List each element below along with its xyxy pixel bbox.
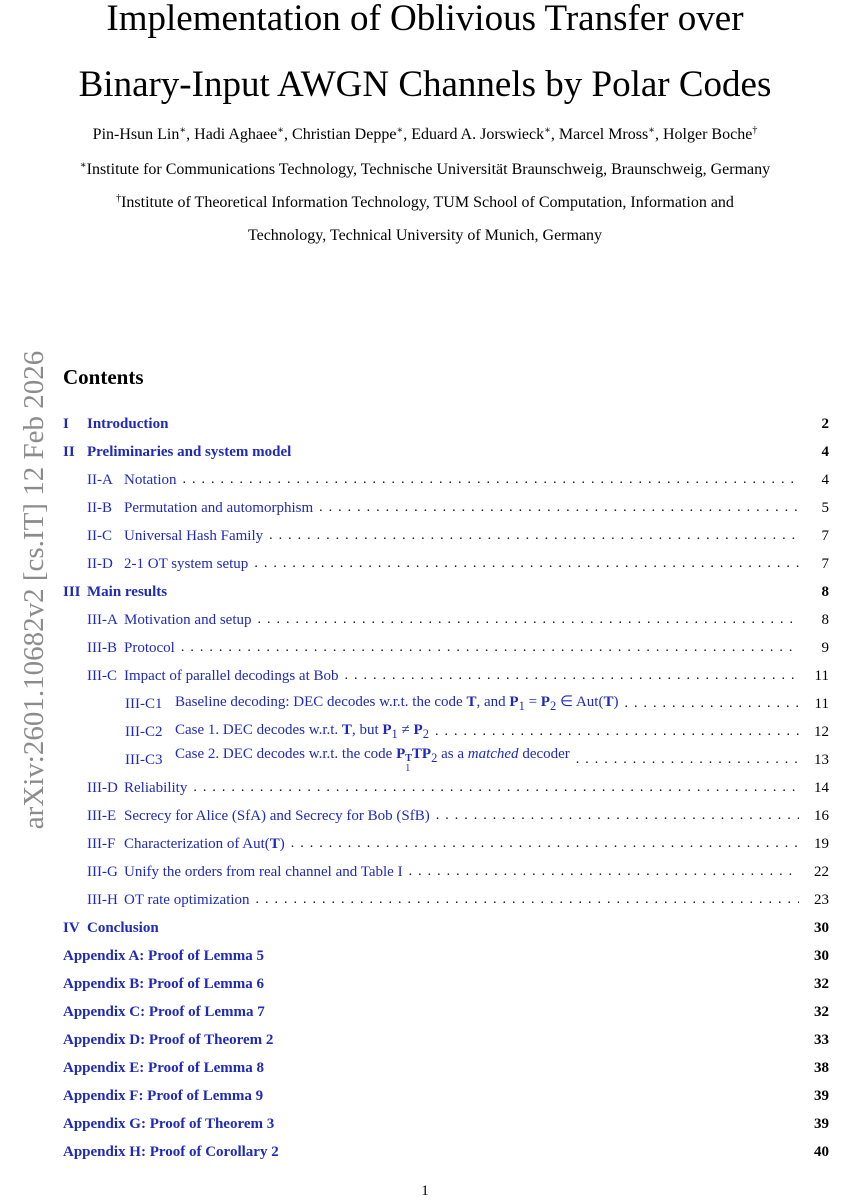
affiliation-mark: † (116, 193, 122, 204)
toc-number: II-B (87, 499, 112, 516)
affiliation-1 (0, 161, 850, 179)
toc-leader (291, 837, 799, 851)
toc-page: 4 (821, 443, 829, 460)
toc-leader (256, 893, 799, 907)
author-list: Pin-Hsun Lin∗, Hadi Aghaee∗, Christian Deppe∗, Eduard A. Jorswieck∗, Marcel Mross∗, Holger Boche† (92, 125, 758, 143)
toc-label: Permutation and automorphism (124, 499, 314, 516)
toc-label: Appendix F: Proof of Lemma 9 (63, 1087, 264, 1104)
toc-label: Characterization of Aut(T) (124, 835, 285, 852)
toc-page: 14 (814, 779, 829, 796)
toc-label: Case 1. DEC decodes w.r.t. T, but $P_1 \ne P_2$ (175, 722, 429, 742)
toc-label: Appendix B: Proof of Lemma 6 (63, 975, 264, 992)
affiliation-text: Institute for Communications Technology, Technische Universität Braunschweig, Braunschweig, Germany (86, 161, 771, 178)
author: Pin-Hsun Lin (92, 126, 180, 143)
toc-label: Appendix D: Proof of Theorem 2 (63, 1031, 274, 1048)
toc-page: 39 (814, 1087, 829, 1104)
toc-label: Appendix H: Proof of Corollary 2 (63, 1143, 279, 1160)
toc-leader (624, 697, 799, 711)
toc-number: III-D (87, 779, 118, 796)
toc-number: III-F (87, 835, 116, 852)
author: Holger Boche (663, 126, 753, 143)
toc-entry-preliminaries[interactable] (63, 438, 829, 466)
toc-page: 8 (821, 583, 829, 600)
toc-page: 38 (814, 1059, 829, 1076)
toc-leader (193, 781, 799, 795)
toc-entry-appendix-a[interactable] (63, 942, 829, 970)
toc-entry-characterization[interactable] (63, 830, 829, 858)
toc-entry-notation[interactable] (63, 466, 829, 494)
toc-page: 11 (814, 695, 829, 712)
toc-leader (345, 669, 799, 683)
toc-entry-appendix-d[interactable] (63, 1026, 829, 1054)
toc-leader (435, 725, 799, 739)
toc-leader (183, 473, 800, 487)
toc-leader (258, 613, 800, 627)
toc-label: Appendix G: Proof of Theorem 3 (63, 1115, 275, 1132)
toc-entry-appendix-b[interactable] (63, 970, 829, 998)
toc-page: 8 (821, 611, 829, 628)
toc-entry-protocol[interactable] (63, 634, 829, 662)
toc-entry-appendix-g[interactable] (63, 1110, 829, 1138)
toc-page: 4 (821, 471, 829, 488)
toc-number: III-C1 (125, 695, 163, 712)
toc-entry-appendix-c[interactable] (63, 998, 829, 1026)
toc-label: Case 2. DEC decodes w.r.t. the code P T 1 $TP_2$ as a matched decoder (175, 745, 570, 774)
author: Christian Deppe (292, 126, 397, 143)
toc-number: III-C3 (125, 751, 163, 768)
toc-page: 16 (814, 807, 829, 824)
toc-page: 11 (814, 667, 829, 684)
affiliation-2 (0, 194, 850, 212)
toc-label: Secrecy for Alice (SfA) and Secrecy for Bob (SfB) (124, 807, 430, 824)
toc-page: 13 (814, 751, 829, 768)
toc-entry-baseline-decoding[interactable] (63, 690, 829, 718)
author: Marcel Mross (558, 126, 649, 143)
toc-entry-ot-setup[interactable] (63, 550, 829, 578)
toc-page: 40 (814, 1143, 829, 1160)
toc-page: 7 (821, 527, 829, 544)
affiliation-mark: ∗ (79, 160, 87, 171)
toc-entry-unify-orders[interactable] (63, 858, 829, 886)
toc-number: III-H (87, 891, 118, 908)
toc-entry-appendix-e[interactable] (63, 1054, 829, 1082)
toc-number: III-C (87, 667, 117, 684)
toc-page: 7 (821, 555, 829, 572)
toc-label: Conclusion (87, 919, 159, 936)
toc-leader (269, 529, 799, 543)
author: Hadi Aghaee (194, 126, 278, 143)
toc-entry-motivation[interactable] (63, 606, 829, 634)
toc-label: Unify the orders from real channel and Table I (124, 863, 403, 880)
toc-label: OT rate optimization (124, 891, 250, 908)
toc-page: 32 (814, 975, 829, 992)
toc-page: 2 (821, 415, 829, 432)
toc-entry-secrecy[interactable] (63, 802, 829, 830)
toc-page: 22 (814, 863, 829, 880)
author-mark: ∗ (396, 125, 404, 136)
toc-entry-appendix-f[interactable] (63, 1082, 829, 1110)
toc-number: III-A (87, 611, 118, 628)
toc-label: Appendix E: Proof of Lemma 8 (63, 1059, 264, 1076)
author-mark: † (752, 125, 758, 136)
toc-leader (319, 501, 799, 515)
toc-label: Reliability (124, 779, 188, 796)
toc-number: II (63, 443, 75, 460)
toc-number: II-C (87, 527, 112, 544)
contents-heading: Contents (63, 365, 144, 389)
toc-number: I (63, 415, 69, 432)
author-mark: ∗ (179, 125, 187, 136)
toc-number: III (63, 583, 81, 600)
toc-page: 33 (814, 1031, 829, 1048)
toc-label: Appendix A: Proof of Lemma 5 (63, 947, 264, 964)
toc-entry-permutation[interactable] (63, 494, 829, 522)
toc-page: 12 (814, 723, 829, 740)
toc-page: 30 (814, 919, 829, 936)
author-mark: ∗ (648, 125, 655, 136)
toc-entry-hash-family[interactable] (63, 522, 829, 550)
toc-number: II-D (87, 555, 113, 572)
affiliation-text: Institute of Theoretical Information Technology, TUM School of Computation, Information and (121, 194, 734, 211)
author-mark: ∗ (544, 125, 551, 136)
paper-title-line-1: Implementation of Oblivious Transfer over (106, 0, 744, 39)
toc-number: III-B (87, 639, 117, 656)
toc-entry-conclusion[interactable] (63, 914, 829, 942)
page-number: 1 (421, 1183, 429, 1199)
toc-label: Preliminaries and system model (87, 443, 292, 460)
toc-label: Impact of parallel decodings at Bob (124, 667, 339, 684)
toc-leader (409, 865, 799, 879)
toc-label: Main results (87, 583, 168, 600)
toc-label: 2-1 OT system setup (124, 555, 249, 572)
toc-page: 19 (814, 835, 829, 852)
toc-label: Introduction (87, 415, 169, 432)
toc-entry-main-results[interactable] (63, 578, 829, 606)
toc-label: Notation (124, 471, 177, 488)
toc-entry-introduction[interactable] (63, 410, 829, 438)
paper-title-line-2: Binary-Input AWGN Channels by Polar Codes (78, 64, 772, 105)
toc-label: Baseline decoding: DEC decodes w.r.t. the code T, and $P_1 = P_2$ ∈ Aut(T) (175, 694, 619, 714)
author-mark: ∗ (277, 125, 285, 136)
toc-page: 39 (814, 1115, 829, 1132)
toc-label: Motivation and setup (124, 611, 252, 628)
toc-page: 9 (821, 639, 829, 656)
toc-number: III-E (87, 807, 117, 824)
toc-entry-rate-optimization[interactable] (63, 886, 829, 914)
toc-page: 23 (814, 891, 829, 908)
toc-number: II-A (87, 471, 113, 488)
toc-page: 32 (814, 1003, 829, 1020)
toc-number: IV (63, 919, 80, 936)
toc-number: III-C2 (125, 723, 163, 740)
toc-leader (181, 641, 799, 655)
toc-label: Universal Hash Family (124, 527, 264, 544)
affiliation-2-cont: Technology, Technical University of Munich, Germany (247, 227, 603, 244)
arxiv-stamp: arXiv:2601.10682v2 [cs.IT] 12 Feb 2026 (18, 350, 50, 830)
toc-leader (576, 753, 799, 767)
toc-entry-appendix-h[interactable] (63, 1138, 829, 1166)
toc-entry-case-1[interactable] (63, 718, 829, 746)
toc-number: III-G (87, 863, 118, 880)
toc-entry-reliability[interactable] (63, 774, 829, 802)
toc-leader (254, 557, 799, 571)
toc-label: Appendix C: Proof of Lemma 7 (63, 1003, 265, 1020)
toc-leader (436, 809, 799, 823)
author: Eduard A. Jorswieck (411, 126, 545, 143)
toc-label: Protocol (124, 639, 175, 656)
toc-page: 5 (821, 499, 829, 516)
toc-entry-parallel-decodings[interactable] (63, 662, 829, 690)
toc-entry-case-2[interactable] (63, 746, 829, 774)
toc-page: 30 (814, 947, 829, 964)
